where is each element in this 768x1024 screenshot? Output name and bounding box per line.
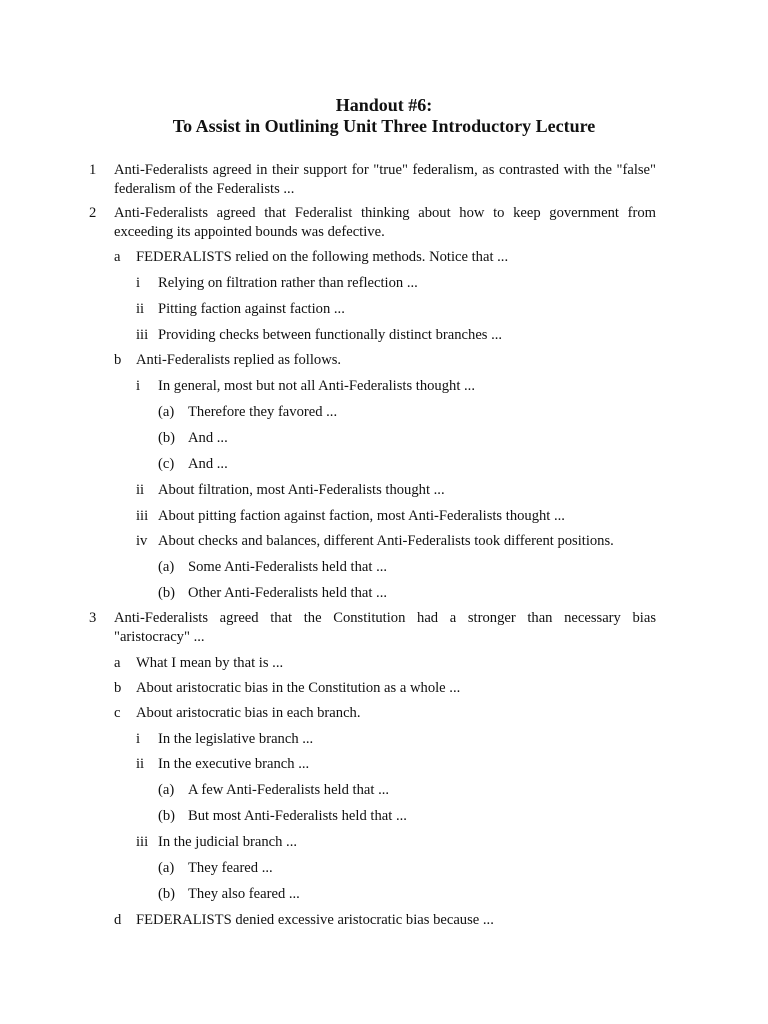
item-number: i xyxy=(136,731,141,747)
item-number: iv xyxy=(136,533,148,549)
item-text: Anti-Federalists replied as follows. xyxy=(136,352,342,368)
item-text: About pitting faction against faction, most Anti-Federalists thought ... xyxy=(158,508,565,524)
item-number: (b) xyxy=(158,585,176,601)
item-number: d xyxy=(114,912,122,928)
item-number: ii xyxy=(136,301,145,317)
item-text: What I mean by that is ... xyxy=(136,655,284,671)
item-text-cont: exceeding its appointed bounds was defective. xyxy=(114,224,385,240)
item-number: 3 xyxy=(89,610,97,626)
item-text-cont: "aristocracy" ... xyxy=(114,629,205,645)
item-text: They also feared ... xyxy=(188,886,300,902)
item-number: iii xyxy=(136,834,149,850)
item-text: Anti-Federalists agreed that Federalist thinking about how to keep government from xyxy=(114,205,656,221)
item-text: Providing checks between functionally distinct branches ... xyxy=(158,327,503,343)
handout-title: Handout #6: xyxy=(335,95,433,115)
item-number: iii xyxy=(136,508,149,524)
item-text: Other Anti-Federalists held that ... xyxy=(188,585,388,601)
item-text: In general, most but not all Anti-Federalists thought ... xyxy=(158,378,475,394)
item-number: a xyxy=(114,249,121,265)
item-number: b xyxy=(114,352,122,368)
item-number: (b) xyxy=(158,430,176,446)
item-number: 1 xyxy=(89,162,97,178)
item-text-cont: federalism of the Federalists ... xyxy=(114,181,295,197)
item-text: About aristocratic bias in the Constitution as a whole ... xyxy=(136,680,461,696)
item-number: i xyxy=(136,275,141,291)
item-text: FEDERALISTS denied excessive aristocratic bias because ... xyxy=(136,912,494,928)
item-text: Some Anti-Federalists held that ... xyxy=(188,559,388,575)
item-text: Anti-Federalists agreed that the Constitution had a stronger than necessary bias xyxy=(114,610,656,626)
item-text: About filtration, most Anti-Federalists thought ... xyxy=(158,482,445,498)
item-text: Therefore they favored ... xyxy=(188,404,338,420)
item-number: (b) xyxy=(158,808,176,824)
item-number: ii xyxy=(136,756,145,772)
item-number: (a) xyxy=(158,559,175,575)
item-number: a xyxy=(114,655,121,671)
item-text: About checks and balances, different Anti-Federalists took different positions. xyxy=(158,533,614,549)
item-number: (c) xyxy=(158,456,175,472)
item-text: A few Anti-Federalists held that ... xyxy=(188,782,390,798)
item-number: c xyxy=(114,705,121,721)
item-text: Pitting faction against faction ... xyxy=(158,301,345,317)
handout-subtitle: To Assist in Outlining Unit Three Introductory Lecture xyxy=(172,116,596,136)
item-text: FEDERALISTS relied on the following methods. Notice that ... xyxy=(136,249,509,265)
item-text: In the executive branch ... xyxy=(158,756,310,772)
item-number: ii xyxy=(136,482,145,498)
item-number: (a) xyxy=(158,782,175,798)
item-text: In the judicial branch ... xyxy=(158,834,297,850)
item-text: In the legislative branch ... xyxy=(158,731,314,747)
item-text: Anti-Federalists agreed in their support for "true" federalism, as contrasted with the "false" xyxy=(114,162,656,178)
item-text: They feared ... xyxy=(188,860,273,876)
item-text: And ... xyxy=(188,430,228,446)
item-number: (a) xyxy=(158,860,175,876)
item-number: iii xyxy=(136,327,149,343)
item-number: i xyxy=(136,378,141,394)
item-text: But most Anti-Federalists held that ... xyxy=(188,808,407,824)
item-text: About aristocratic bias in each branch. xyxy=(136,705,361,721)
item-number: (b) xyxy=(158,886,176,902)
item-number: 2 xyxy=(89,205,97,221)
item-text: Relying on filtration rather than reflection ... xyxy=(158,275,418,291)
item-number: b xyxy=(114,680,122,696)
item-text: And ... xyxy=(188,456,228,472)
item-number: (a) xyxy=(158,404,175,420)
